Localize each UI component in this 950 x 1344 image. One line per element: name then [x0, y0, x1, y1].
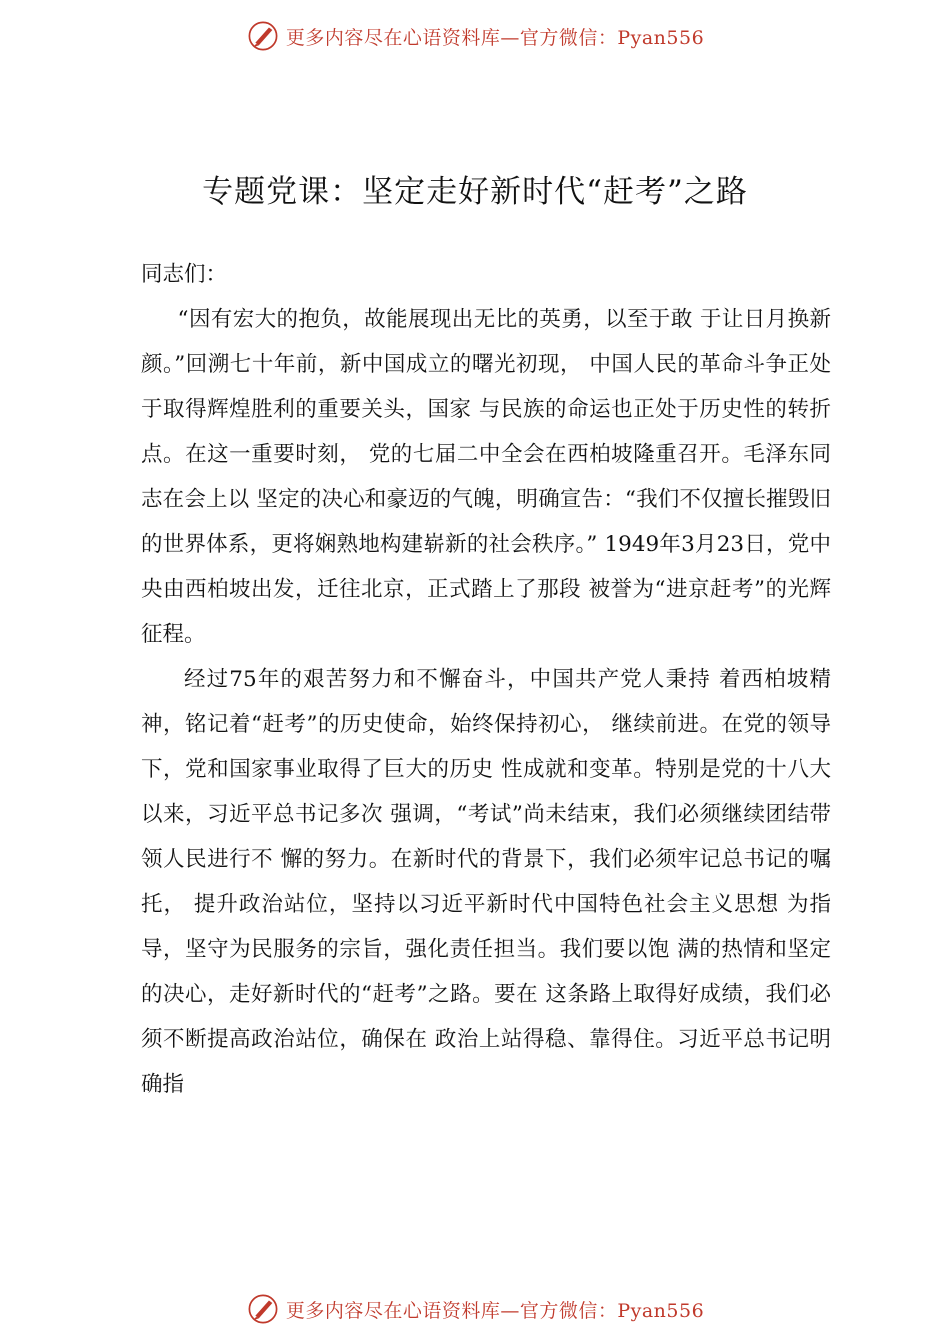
document-body [141, 252, 831, 1107]
header-banner [0, 14, 950, 58]
document-title: 专题党课：坚定走好新时代“赶考”之路 [202, 174, 748, 210]
brush-logo-icon [246, 1292, 280, 1326]
brush-logo-icon [246, 19, 280, 53]
paragraph: “因有宏大的抱负，故能展现出无比的英勇，以至于敢 于让日月换新颜。”回溯七十年前，新中国成立的曙光初现， 中国人民的革命斗争正处于取得辉煌胜利的重要关头，国家 与民族的命运也正处于历史性的转折点。在这一重要时刻， 党的七届二中全会在西柏坡隆重召开。毛泽东同志在会上以 坚定的决心和豪迈的气魄，明确宣告：“我们不仅擅长摧毁旧 的世界体系，更将娴熟地构建崭新的社会秩序。” 1949年3月23日，党中央由西柏坡出发，迁往北京，正式踏上了那段 被誉为“进京赶考”的光辉征程。 [141, 307, 831, 647]
paragraph: 经过75年的艰苦努力和不懈奋斗，中国共产党人秉持 着西柏坡精神，铭记着“赶考”的历史使命，始终保持初心， 继续前进。在党的领导下，党和国家事业取得了巨大的历史 性成就和变革。特别是党的十八大以来，习近平总书记多次 强调，“考试”尚未结束，我们必须继续团结带领人民进行不 懈的努力。在新时代的背景下，我们必须牢记总书记的嘱托， 提升政治站位，坚持以习近平新时代中国特色社会主义思想 为指导，坚守为民服务的宗旨，强化责任担当。我们要以饱 满的热情和坚定的决心，走好新时代的“赶考”之路。要在 这条路上取得好成绩，我们必须不断提高政治站位，确保在 政治上站得稳、靠得住。习近平总书记明确指 [141, 667, 831, 1097]
banner-text: 更多内容尽在心语资料库—官方微信：Pyan556 [285, 1299, 705, 1322]
footer-banner [0, 1287, 950, 1331]
banner-text: 更多内容尽在心语资料库—官方微信：Pyan556 [285, 26, 705, 49]
salutation: 同志们： [141, 262, 228, 287]
